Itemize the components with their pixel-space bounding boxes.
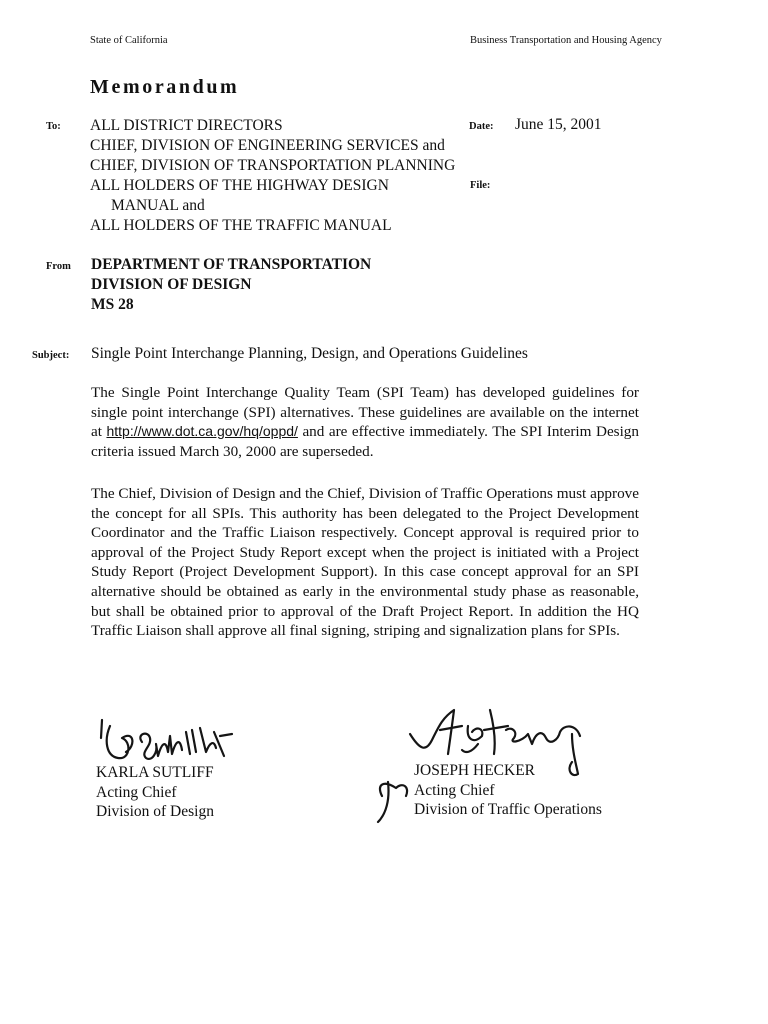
signer-division: Division of Traffic Operations [414,801,602,818]
signature-block-right [414,761,602,820]
subject-label: Subject: [32,350,70,361]
from-line: DIVISION OF DESIGN [91,276,252,293]
signer-title: Acting Chief [96,783,177,801]
body-paragraph-2: The Chief, Division of Design and the Chief, Division of Traffic Operations must approve the concept for all SPIs. This authority has been delegated to the Project Development Coordinator and the Traffic Liaison respectively. Concept approval is required prior to approval of the Project Study Report except when the project is initiated with a Project Study Report (Project Development Support). In this case concept approval for an SPI alternative should be obtained as early in the environmental study phase as reasonable, but shall be obtained prior to approval of the Draft Project Report. In addition the HQ Traffic Liaison shall approve all final signing, striping and signalization plans for SPIs. [91,485,639,640]
to-line: ALL HOLDERS OF THE TRAFFIC MANUAL [90,217,392,234]
signer-name: JOSEPH HECKER [414,762,536,779]
from-line: MS 28 [91,296,134,313]
paragraph-text: and are effective immediately. The SPI Interim Design criteria issued March 30, 2000 are superseded. [91,423,639,460]
signer-title: Acting Chief [414,781,495,799]
signature-block-left [96,763,214,822]
memo-title: Memorandum [90,76,240,98]
file-label: File: [470,180,491,191]
to-line: CHIEF, DIVISION OF TRANSPORTATION PLANNING [90,157,456,174]
subject-text: Single Point Interchange Planning, Design, and Operations Guidelines [91,345,528,362]
to-recipients [90,116,455,236]
to-line: ALL DISTRICT DIRECTORS [90,117,283,134]
date-label: Date: [469,121,494,132]
to-line: CHIEF, DIVISION OF ENGINEERING SERVICES and [90,137,445,154]
to-label: To: [46,121,61,132]
signer-name: KARLA SUTLIFF [96,764,214,781]
oppd-link[interactable]: http://www.dot.ca.gov/hq/oppd/ [106,423,298,440]
signer-division: Division of Design [96,803,214,820]
agency-name: Business Transportation and Housing Agency [470,35,662,46]
paragraph-text: The Single Point Interchange Quality Team (SPI Team) has developed guidelines for single point interchange (SPI) alternatives. These guidelines are available on the internet at [91,384,639,441]
from-block [91,255,371,315]
date-value: June 15, 2001 [515,116,602,133]
from-label: From [46,261,71,272]
state-name: State of California [90,35,168,46]
from-line: DEPARTMENT OF TRANSPORTATION [91,256,372,273]
to-line: ALL HOLDERS OF THE HIGHWAY DESIGN [90,177,389,194]
body-paragraph-1 [91,383,639,461]
to-line: MANUAL and [111,197,205,214]
